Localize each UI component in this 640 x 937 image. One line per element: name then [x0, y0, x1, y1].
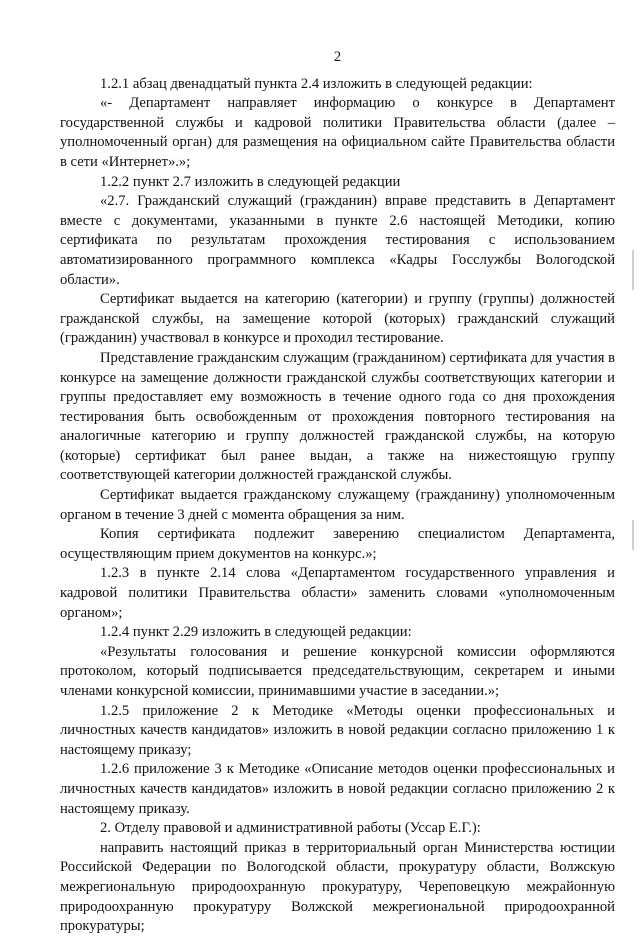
paragraph-certificate-issued: Сертификат выдается на категорию (категории) и группу (группы) должностей гражданской службы, на замещение которой (которых) гражданский служащий (гражданин) участвовал в конкурсе и проходил тестирование.	[60, 291, 615, 347]
paragraph-quote-department-info: «- Департамент направляет информацию о конкурсе в Департамент государственной службы и кадровой политики Правительства области (далее – уполномоченный орган) для размещения на официальном сайте Правительства области в сети «Интернет».»;	[60, 95, 615, 170]
paragraph-1-2-1: 1.2.1 абзац двенадцатый пункта 2.4 изложить в следующей редакции:	[100, 75, 533, 92]
paragraph-send-order: направить настоящий приказ в территориальный орган Министерства юстиции Российской Федерации по Вологодской области, прокуратуру области, Волжскую межрегиональную природоохранную прокуратуру, Череповецкую межрайонную природоохранную прокуратуру Волжской межрегиональной природоохранной прокуратуры;	[60, 839, 615, 935]
paragraph-1-2-5: 1.2.5 приложение 2 к Методике «Методы оценки профессиональных и личностных качеств кандидатов» изложить в новой редакции согласно приложению 1 к настоящему приказу;	[60, 702, 615, 758]
document-page	[60, 48, 615, 937]
paragraph-1-2-3: 1.2.3 в пункте 2.14 слова «Департаментом государственного управления и кадровой политики Правительства области» заменить словами «уполномоченным органом»;	[60, 565, 615, 621]
page-number: 2	[333, 49, 342, 65]
paragraph-voting-results: «Результаты голосования и решение конкурсной комиссии оформляются протоколом, который подписывается председательствующим, секретарем и иными членами конкурсной комиссии, принимавшими участие в заседании.»;	[60, 643, 615, 699]
paragraph-2-legal-department: 2. Отделу правовой и административной работы (Уссар Е.Г.):	[100, 820, 481, 837]
scan-edge-mark	[632, 520, 634, 550]
paragraph-certificate-presentation: Представление гражданским служащим (гражданином) сертификата для участия в конкурсе на замещение должности гражданской службы соответствующих категории и группы предоставляет ему возможность в течение одного года со дня прохождения тестирования быть освобожденным от прохождения повторного тестирования на аналогичные категорию и группу должностей гражданской службы, на которую (которые) сертификат был ранее выдан, а также на нижестоящую группу соответствующей категории должностей гражданской службы.	[60, 349, 615, 484]
paragraph-certificate-copy: Копия сертификата подлежит заверению специалистом Департамента, осуществляющим прием документов на конкурс.»;	[60, 526, 615, 562]
scan-edge-mark	[632, 250, 634, 290]
paragraph-2-7-certificate: «2.7. Гражданский служащий (гражданин) вправе представить в Департамент вместе с документами, указанными в пункте 2.6 настоящей Методики, копию сертификата по результатам прохождения тестирования с использованием автоматизированного программного комплекса «Кадры Госслужбы Вологодской области».	[60, 193, 615, 288]
paragraph-1-2-6: 1.2.6 приложение 3 к Методике «Описание методов оценки профессиональных и личностных качеств кандидатов» изложить в новой редакции согласно приложению 2 к настоящему приказу.	[60, 761, 615, 817]
paragraph-1-2-4: 1.2.4 пункт 2.29 изложить в следующей редакции:	[100, 624, 412, 641]
paragraph-1-2-2: 1.2.2 пункт 2.7 изложить в следующей редакции	[100, 173, 401, 190]
paragraph-certificate-delivery: Сертификат выдается гражданскому служащему (гражданину) уполномоченным органом в течение 3 дней с момента обращения за ним.	[60, 487, 615, 523]
